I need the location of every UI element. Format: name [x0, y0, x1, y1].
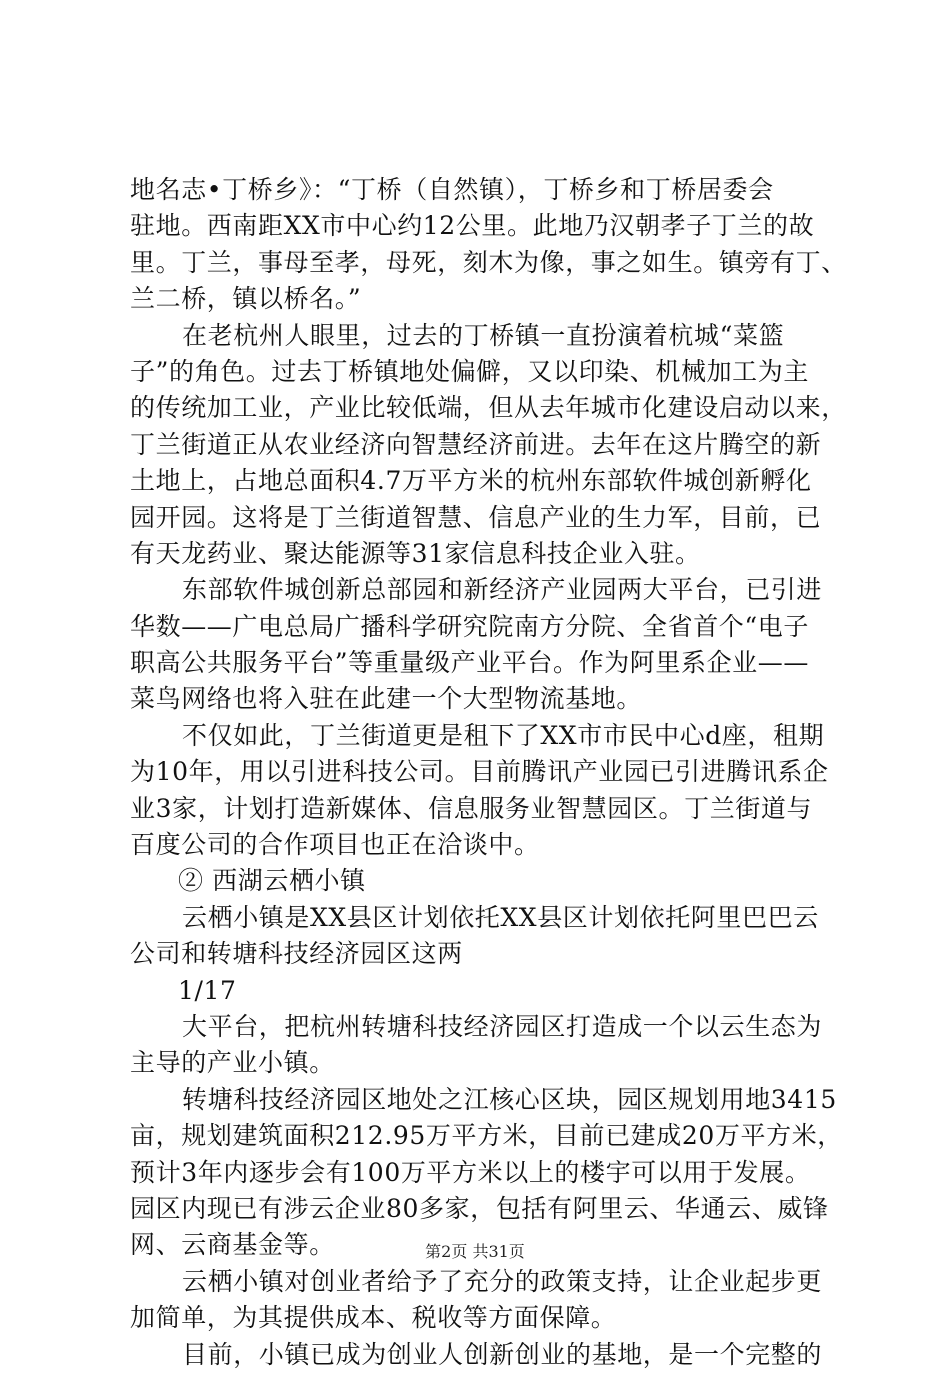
paragraph-start: 云栖小镇是XX县区计划依托XX县区计划依托阿里巴巴云 [182, 902, 819, 932]
document-body [130, 172, 847, 1373]
text-line: 预计3年内逐步会有100万平方米以上的楼宇可以用于发展。 [130, 1157, 811, 1187]
paragraph-start: 目前，小镇已成为创业人创新创业的基地，是一个完整的 [182, 1339, 823, 1369]
text-line: 为10年，用以引进科技公司。目前腾讯产业园已引进腾讯系企 [130, 757, 829, 787]
text-line: 园区内现已有涉云企业80多家，包括有阿里云、华通云、威锋 [130, 1193, 829, 1223]
text-line: 菜鸟网络也将入驻在此建一个大型物流基地。 [130, 684, 643, 714]
text-line: 兰二桥，镇以桥名。” [130, 284, 362, 314]
text-line: 亩，规划建筑面积212.95万平方米，目前已建成20万平方米， [130, 1121, 843, 1151]
text-line: 网、云商基金等。 [130, 1230, 335, 1260]
paragraph-start: 在老杭州人眼里，过去的丁桥镇一直扮演着杭城“菜篮 [182, 320, 785, 350]
text-line: 主导的产业小镇。 [130, 1048, 335, 1078]
text-line: 里。丁兰，事母至孝，母死，刻木为像，事之如生。镇旁有丁、 [130, 247, 847, 277]
paragraph-start: 转塘科技经济园区地处之江核心区块，园区规划用地3415 [182, 1084, 837, 1114]
paragraph-start: 不仅如此，丁兰街道更是租下了XX市市民中心d座，租期 [182, 720, 825, 750]
text-line: 子”的角色。过去丁桥镇地处偏僻，又以印染、机械加工为主 [130, 356, 809, 386]
paragraph-start: 东部软件城创新总部园和新经济产业园两大平台，已引进 [182, 575, 823, 605]
text-line: 园开园。这将是丁兰街道智慧、信息产业的生力军，目前，已 [130, 502, 822, 532]
text-line: 职高公共服务平台”等重量级产业平台。作为阿里系企业—— [130, 648, 809, 678]
section-heading: ② 西湖云栖小镇 [178, 866, 366, 896]
text-line: 加简单，为其提供成本、税收等方面保障。 [130, 1303, 617, 1333]
paragraph-start: 大平台，把杭州转塘科技经济园区打造成一个以云生态为 [182, 1011, 823, 1041]
paragraph-start: 云栖小镇对创业者给予了充分的政策支持，让企业起步更 [182, 1266, 823, 1296]
text-line: 驻地。西南距XX市中心约12公里。此地乃汉朝孝子丁兰的故 [130, 211, 815, 241]
text-line: 公司和转塘科技经济园区这两 [130, 939, 463, 969]
inline-page-marker: 1/17 [178, 975, 237, 1005]
text-line: 土地上，占地总面积4.7万平方米的杭州东部软件城创新孵化 [130, 466, 812, 496]
text-line: 的传统加工业，产业比较低端，但从去年城市化建设启动以来， [130, 393, 847, 423]
text-line: 华数——广电总局广播科学研究院南方分院、全省首个“电子 [130, 611, 809, 641]
text-line: 有天龙药业、聚达能源等31家信息科技企业入驻。 [130, 538, 701, 568]
page-footer: 第2页 共31页 [425, 1242, 525, 1261]
text-line: 业3家，计划打造新媒体、信息服务业智慧园区。丁兰街道与 [130, 793, 813, 823]
text-line: 丁兰街道正从农业经济向智慧经济前进。去年在这片腾空的新 [130, 429, 822, 459]
text-line: 地名志•丁桥乡》：“丁桥（自然镇），丁桥乡和丁桥居委会 [130, 175, 774, 204]
text-line: 百度公司的合作项目也正在洽谈中。 [130, 830, 540, 860]
